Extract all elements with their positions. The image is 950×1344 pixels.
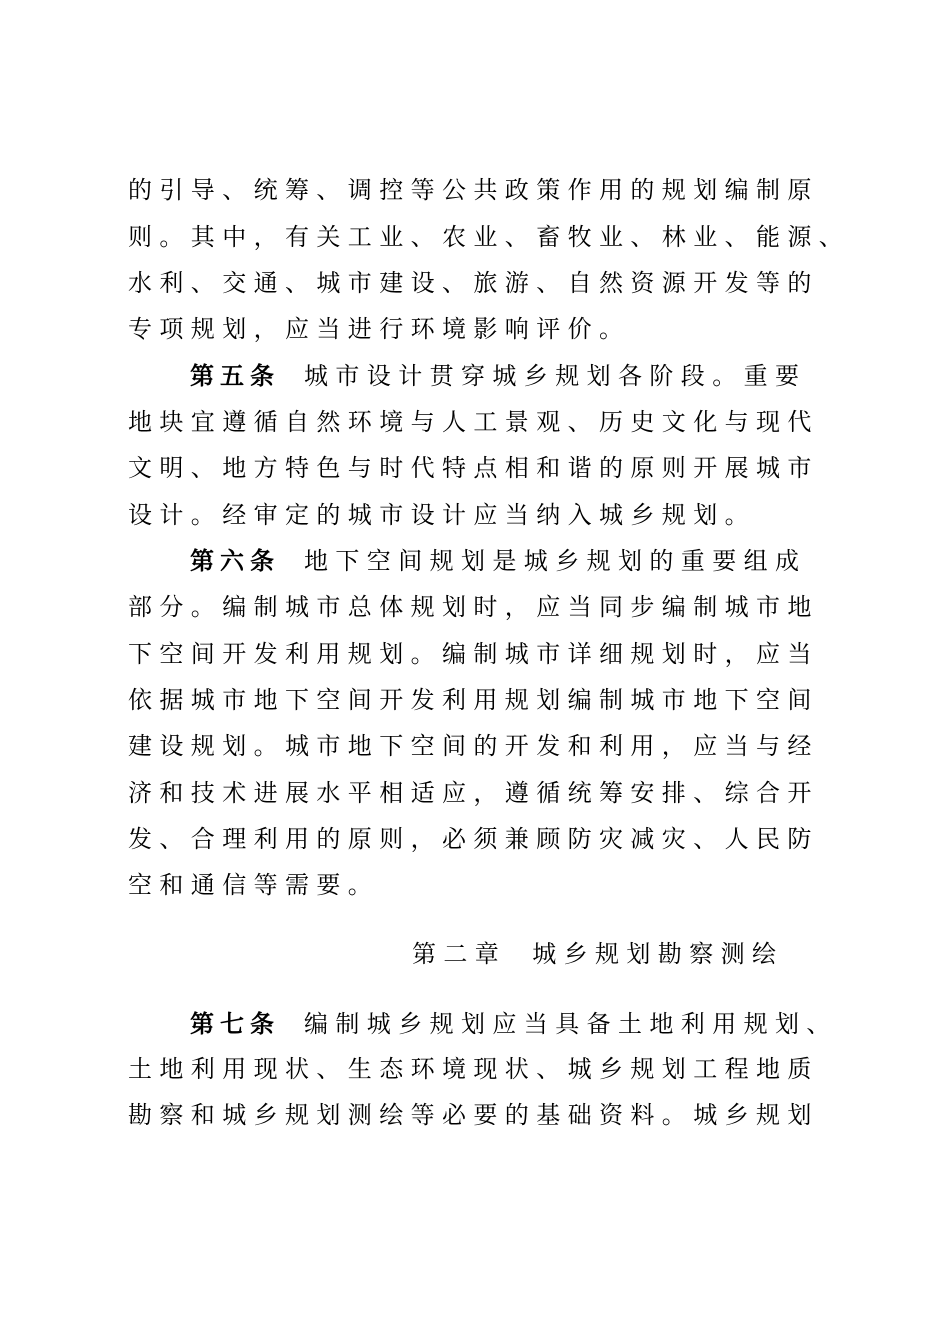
article-7-text: 编制城乡规划应当具备土地利用规划、 bbox=[304, 1010, 838, 1038]
paragraph-line: 建设规划。城市地下空间的开发和利用，应当与经 bbox=[128, 732, 819, 760]
paragraph-line: 土地利用现状、生态环境现状、城乡规划工程地质 bbox=[128, 1055, 819, 1083]
chapter-heading bbox=[412, 938, 783, 970]
paragraph-line: 则。其中，有关工业、农业、畜牧业、林业、能源、 bbox=[128, 223, 851, 251]
paragraph-line: 水利、交通、城市建设、旅游、自然资源开发等的 bbox=[128, 269, 819, 297]
article-5-first-line bbox=[190, 360, 806, 392]
paragraph-line: 地块宜遵循自然环境与人工景观、历史文化与现代 bbox=[128, 408, 819, 436]
article-5-text: 城市设计贯穿城乡规划各阶段。重要 bbox=[304, 362, 807, 390]
paragraph-line: 勘察和城乡规划测绘等必要的基础资料。城乡规划 bbox=[128, 1101, 819, 1129]
paragraph-line: 下空间开发利用规划。编制城市详细规划时，应当 bbox=[128, 640, 819, 668]
paragraph-line: 济和技术进展水平相适应，遵循统筹安排、综合开 bbox=[128, 779, 819, 807]
article-7-first-line bbox=[190, 1008, 838, 1040]
paragraph-line: 设计。经审定的城市设计应当纳入城乡规划。 bbox=[128, 501, 756, 529]
paragraph-line: 部分。编制城市总体规划时，应当同步编制城市地 bbox=[128, 593, 819, 621]
article-7-label: 第七条 bbox=[190, 1010, 280, 1038]
article-6-first-line bbox=[190, 545, 806, 577]
paragraph-line: 文明、地方特色与时代特点相和谐的原则开展城市 bbox=[128, 454, 819, 482]
chapter-number: 第二章 bbox=[412, 940, 507, 968]
chapter-title: 城乡规划勘察测绘 bbox=[532, 940, 784, 968]
article-5-label: 第五条 bbox=[190, 362, 280, 390]
paragraph-line: 发、合理利用的原则，必须兼顾防灾减灾、人民防 bbox=[128, 825, 819, 853]
article-6-label: 第六条 bbox=[190, 547, 280, 575]
paragraph-line: 依据城市地下空间开发利用规划编制城市地下空间 bbox=[128, 686, 819, 714]
article-6-text: 地下空间规划是城乡规划的重要组成 bbox=[304, 547, 807, 575]
paragraph-line: 的引导、统筹、调控等公共政策作用的规划编制原 bbox=[128, 176, 819, 204]
paragraph-line: 空和通信等需要。 bbox=[128, 871, 380, 899]
paragraph-line: 专项规划，应当进行环境影响评价。 bbox=[128, 315, 631, 343]
